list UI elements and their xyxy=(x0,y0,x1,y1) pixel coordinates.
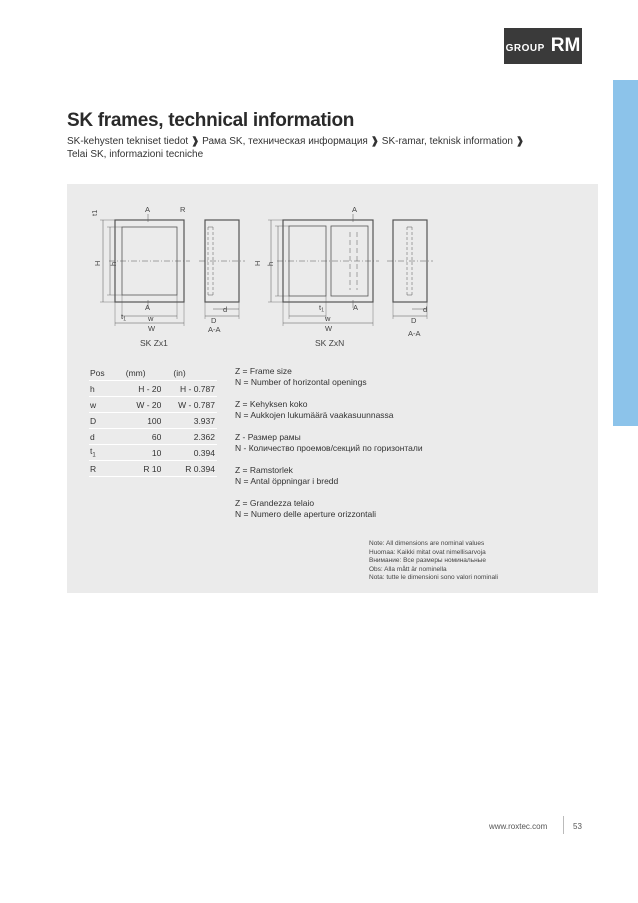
group-label: GROUP xyxy=(505,42,545,54)
table-row xyxy=(89,429,217,445)
zx1-label-A-top: A xyxy=(145,205,151,214)
definition-n: N = Antal öppningar i bredd xyxy=(235,476,339,486)
zx1-label-A-bottom: A xyxy=(145,303,151,312)
table-cell-in: R 0.394 xyxy=(169,461,217,477)
zx1-label-R: R xyxy=(180,205,186,214)
table-cell-pos: w xyxy=(89,397,120,413)
nominal-notes xyxy=(369,540,589,583)
table-cell-mm: W - 20 xyxy=(120,397,170,413)
table-cell-pos: d xyxy=(89,429,120,445)
page-number: 53 xyxy=(573,822,582,831)
frame-drawings xyxy=(67,184,598,354)
page-subtitle xyxy=(67,135,587,161)
definitions-list xyxy=(235,366,535,531)
footer-url[interactable]: www.roxtec.com xyxy=(489,822,548,831)
footer-divider xyxy=(563,816,564,834)
table-cell-in: 0.394 xyxy=(169,445,217,461)
table-cell-pos: h xyxy=(89,381,120,397)
table-cell-in: W - 0.787 xyxy=(169,397,217,413)
page-title: SK frames, technical information xyxy=(67,110,355,131)
table-cell-pos: D xyxy=(89,413,120,429)
note-fi: Huomaa: Kaikki mitat ovat nimellisarvoja xyxy=(369,548,486,556)
zx1-label-W: W xyxy=(148,324,156,333)
table-cell-mm: 60 xyxy=(120,429,170,445)
zx1-label-h: h xyxy=(109,261,118,266)
table-cell-pos: $t_1$ xyxy=(89,445,120,461)
table-row xyxy=(89,461,217,477)
definition-z: Z = Ramstorlek xyxy=(235,465,293,475)
definition-n: N = Number of horizontal openings xyxy=(235,377,367,387)
zxn-label-W: W xyxy=(325,324,333,333)
zx1-label-t1-vertical: t1 xyxy=(90,209,99,216)
group-tab xyxy=(504,28,582,64)
table-row xyxy=(89,445,217,461)
zx1-label-t1: $t_1$ xyxy=(121,312,127,323)
group-code: RM xyxy=(550,35,581,56)
zxn-label-D: D xyxy=(411,316,417,325)
note-en: Note: All dimensions are nominal values xyxy=(369,540,485,547)
table-header-in: (in) xyxy=(169,365,217,381)
zx1-label-d: d xyxy=(223,305,228,314)
subtitle-separator: ❱ xyxy=(370,136,379,147)
zxn-label-d: d xyxy=(423,305,428,314)
table-header-pos: Pos xyxy=(89,365,120,381)
subtitle-separator: ❱ xyxy=(515,136,525,147)
zxn-label-h: h xyxy=(266,261,275,266)
definition-sv xyxy=(235,465,535,487)
definition-it xyxy=(235,498,535,520)
subtitle-ru: Рама SK, техническая информация xyxy=(202,136,368,147)
zx1-label-AA: A-A xyxy=(208,325,221,334)
definition-z: Z = Grandezza telaio xyxy=(235,498,315,508)
definition-n: N - Количество проемов/секций по горизонтали xyxy=(235,443,423,453)
zxn-label-A-top: A xyxy=(352,205,358,214)
table-cell-mm: R 10 xyxy=(120,461,170,477)
zxn-label-H: H xyxy=(253,260,262,266)
note-sv: Obs: Alla mått är nominella xyxy=(369,565,447,573)
zxn-label-A-bottom: A xyxy=(353,303,359,312)
table-header-mm: (mm) xyxy=(120,365,170,381)
definition-z: Z - Размер рамы xyxy=(235,432,301,442)
side-accent-bar xyxy=(613,80,638,426)
zxn-label-AA: A-A xyxy=(408,329,421,338)
table-cell-in: H - 0.787 xyxy=(169,381,217,397)
definition-fi xyxy=(235,399,535,421)
definition-ru xyxy=(235,432,535,454)
table-cell-mm: 10 xyxy=(120,445,170,461)
table-header-row xyxy=(89,365,217,381)
zx1-label-H: H xyxy=(93,260,102,266)
note-it: Nota: tutte le dimensioni sono valori nominali xyxy=(369,574,498,582)
subtitle-fi: SK-kehysten tekniset tiedot xyxy=(67,136,189,147)
subtitle-sv: SK-ramar, teknisk information xyxy=(381,136,513,147)
definition-en xyxy=(235,366,535,388)
definition-z: Z = Frame size xyxy=(235,366,292,376)
note-ru: Внимание: Все размеры номинальные xyxy=(369,557,486,565)
definition-z: Z = Kehyksen koko xyxy=(235,399,308,409)
zxn-label-w: w xyxy=(325,314,331,323)
zxn-caption: SK ZxN xyxy=(315,338,345,348)
zx1-label-D: D xyxy=(211,316,217,325)
subtitle-it: Telai SK, informazioni tecniche xyxy=(67,149,204,160)
definition-n: N = Numero delle aperture orizzontali xyxy=(235,509,377,519)
definition-n: N = Aukkojen lukumäärä vaakasuunnassa xyxy=(235,410,394,420)
table-cell-pos: R xyxy=(89,461,120,477)
table-cell-in: 3.937 xyxy=(169,413,217,429)
table-cell-in: 2.362 xyxy=(169,429,217,445)
table-row xyxy=(89,397,217,413)
table-row xyxy=(89,381,217,397)
zxn-label-t1: $t_1$ xyxy=(319,303,325,314)
subtitle-separator: ❱ xyxy=(190,136,200,147)
table-cell-mm: H - 20 xyxy=(120,381,170,397)
zx1-label-w: w xyxy=(148,314,154,323)
dimensions-table xyxy=(89,365,217,477)
table-row xyxy=(89,413,217,429)
table-cell-mm: 100 xyxy=(120,413,170,429)
zx1-caption: SK Zx1 xyxy=(140,338,168,348)
technical-panel xyxy=(67,184,598,593)
